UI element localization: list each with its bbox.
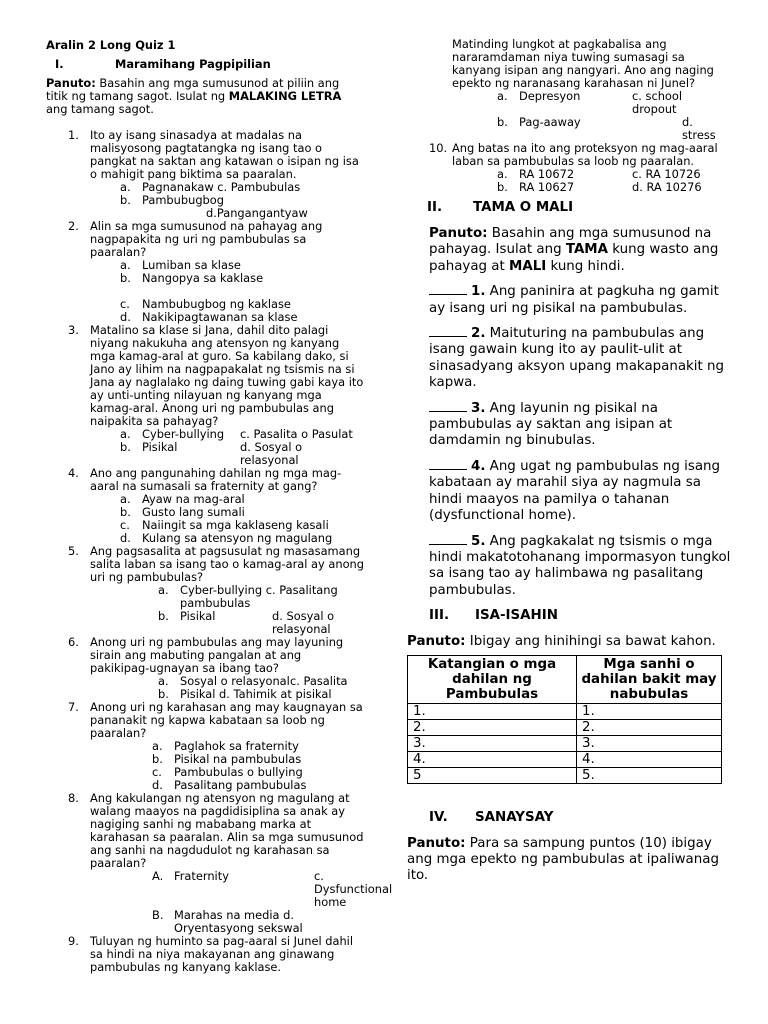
panuto-label: Panuto:	[46, 76, 96, 90]
question-6	[46, 636, 364, 701]
option-text: Pasalitang pambubulas	[174, 778, 307, 792]
question-text: Ito ay isang sinasadya at madalas na malisyosong pagtatangka ng isang tao o pangkat na saktan ang katawan o isipan ng isa o mahigit pang biktima sa paaralan.	[90, 128, 359, 181]
option-row	[407, 90, 737, 116]
item-number: 4.	[471, 458, 486, 474]
option-text: c. school dropout	[632, 89, 683, 116]
option-text: d. RA 10276	[632, 180, 702, 194]
table-cell[interactable]: 1.	[577, 703, 722, 719]
option	[407, 116, 632, 142]
option-letter: B.	[152, 908, 164, 922]
true-false-section	[429, 226, 737, 599]
section-title: SANAYSAY	[475, 809, 554, 825]
section-number: I.	[55, 57, 64, 71]
question-10	[407, 142, 737, 168]
question-1	[46, 129, 364, 220]
table-row	[408, 735, 722, 751]
item-number: 3.	[471, 400, 486, 416]
question-text: Tuluyan ng huminto sa pag-aaral si Junel dahil sa hindi na niya makayanan ang ginawang pambubulas ng kanyang kaklase.	[90, 934, 354, 974]
item-number: 5.	[471, 533, 486, 549]
question-text: Matinding lungkot at pagkabalisa ang nararamdaman niya tuwing sumasagi sa kanyang isipan ang nangyari. Ano ang naging epekto ng naranasang karahasan ni Junel?	[452, 37, 714, 90]
option-text: Pisikal	[142, 440, 178, 454]
option-text: Cyber-bullying	[142, 427, 225, 441]
option-text: Cyber-bullying c. Pasalitang pambubulas	[180, 583, 338, 610]
question-text: Matalino sa klase si Jana, dahil dito palagi niyang nakukuha ang atensyon ng kanyang mga kamag-aral at guro. Sa kabilang dako, si Jano ay lihim na nagpapakalat ng tsismis na si Jana ay naglalako ng daing tuwing gabi kaya ito ay unti-unting nilayuan ng kanyang mga kamag-aral. Anong uri ng pambubulas ang naipakita sa pahayag?	[90, 323, 364, 428]
question-9	[46, 935, 364, 974]
section-title: TAMA O MALI	[473, 200, 574, 215]
section-title: ISA-ISAHIN	[475, 608, 558, 624]
question-number: 9.	[68, 934, 79, 948]
option-letter: b.	[497, 180, 508, 194]
item-number: 2.	[471, 326, 486, 342]
question-number: 10.	[429, 141, 448, 155]
option-text: c. Pasalita	[290, 674, 348, 688]
isa-isahin-section	[407, 634, 737, 783]
option-text: d. Sosyal o relasyonal	[240, 440, 303, 467]
table-cell[interactable]: 2.	[408, 719, 577, 735]
option	[90, 870, 314, 909]
option-letter: a.	[120, 427, 131, 441]
option-text: Pambubugbog	[142, 193, 224, 207]
instructions	[46, 77, 364, 116]
option	[90, 441, 240, 467]
question-number: 2.	[68, 219, 79, 233]
tf-item-2	[429, 326, 737, 392]
option-text: Nakikipagtawanan sa klase	[142, 310, 298, 324]
answer-table	[407, 655, 722, 784]
table-header: Mga sanhi o dahilan bakit may nabubulas	[577, 655, 722, 703]
option-letter: a.	[497, 167, 508, 181]
option-text: Pisikal d. Tahimik at pisikal	[180, 687, 332, 701]
question-number: 1.	[68, 128, 79, 142]
instructions-text: kung wasto ang pahayag at	[429, 242, 719, 274]
option-row	[407, 181, 737, 194]
panuto-label: Panuto:	[429, 226, 488, 241]
option-letter: b.	[120, 193, 131, 207]
section-number: IV.	[429, 809, 448, 825]
option-text: RA 10627	[519, 180, 575, 194]
section-4-heading	[429, 810, 737, 826]
instructions-text-end: ang tamang sagot.	[46, 102, 154, 116]
option-letter: a.	[120, 180, 131, 194]
item-number: 1.	[471, 284, 486, 300]
option-row	[90, 441, 364, 467]
option-text: d.Pangangantyaw	[206, 206, 308, 220]
option	[90, 272, 364, 285]
section-2-heading	[427, 200, 737, 216]
left-column	[46, 38, 393, 974]
answer-blank[interactable]	[429, 401, 467, 412]
instructions	[407, 634, 737, 650]
option-text: d. stress	[682, 115, 716, 142]
table-row	[408, 719, 722, 735]
question-text: Ang pagsasalita at pagsusulat ng masasamang salita laban sa isang tao o kamag-aral ay anong uri ng pambubulas?	[90, 544, 364, 584]
table-cell[interactable]: 5.	[577, 767, 722, 783]
question-9-continued	[407, 38, 737, 194]
option-text: Pag-aaway	[519, 115, 581, 129]
option-letter: b.	[120, 440, 131, 454]
item-text: Maituturing na pambubulas ang isang gawain kung ito ay paulit-ulit at sinasadyang aksyon upang makapanakit ng kapwa.	[429, 326, 725, 391]
item-text: Ang layunin ng pisikal na pambubulas ay saktan ang isipan at damdamin ng binubulas.	[429, 400, 673, 449]
question-text: Ang kakulangan ng atensyon ng magulang at walang maayos na pagdidisiplina sa anak ay nagiging sanhi ng mababang marka at karahasan sa paaralan. Alin sa mga sumusunod ang sanhi na nagdudulot ng karahasan sa paaralan?	[90, 791, 364, 870]
option-text: Paglahok sa fraternity	[174, 739, 299, 753]
option-letter: b.	[152, 752, 163, 766]
option	[90, 194, 364, 207]
tf-item-4	[429, 459, 737, 525]
option-text: Gusto lang sumali	[142, 505, 245, 519]
option-text: Marahas na media d. Oryentasyong sekswal	[174, 908, 303, 935]
option-text: c. Dysfunctional home	[314, 869, 393, 909]
table-cell[interactable]: 4.	[408, 751, 577, 767]
option-text: Nambubugbog ng kaklase	[142, 297, 291, 311]
option-text: Pisikal na pambubulas	[174, 752, 302, 766]
question-text: Ang batas na ito ang proteksyon ng mag-aaral laban sa pambubulas sa loob ng paaralan.	[452, 141, 718, 168]
table-cell[interactable]: 3.	[577, 735, 722, 751]
option	[90, 181, 364, 194]
option	[90, 909, 364, 935]
option-text: Pisikal	[180, 609, 216, 623]
question-number: 6.	[68, 635, 79, 649]
instructions	[429, 226, 737, 275]
question-8	[46, 791, 393, 935]
question-number: 8.	[68, 791, 79, 805]
option-row	[407, 116, 737, 142]
section-title: Maramihang Pagpipilian	[115, 57, 271, 71]
option-text: c. Pasalita o Pasulat	[240, 427, 353, 441]
option-text: Nangopya sa kaklase	[142, 271, 264, 285]
option	[90, 610, 272, 636]
section-1-heading	[55, 58, 364, 71]
question-text: Ano ang pangunahing dahilan ng mga mag-aaral na sumasali sa fraternity at gang?	[90, 466, 342, 493]
item-text: Ang ugat ng pambubulas ng isang kabataan ay marahil siya ay nagmula sa hindi maayos na pamilya o tahanan (dysfunctional home).	[429, 458, 721, 524]
question-text: Alin sa mga sumusunod na pahayag ang nagpapakita ng uri ng pambubulas sa paaralan?	[90, 219, 323, 259]
option-letter: a.	[158, 583, 169, 597]
sanaysay-section	[407, 836, 737, 885]
table-header: Katangian o mga dahilan ng Pambubulas	[408, 655, 577, 703]
option	[407, 90, 632, 116]
option-letter: a.	[158, 674, 169, 688]
option-row	[90, 428, 364, 441]
item-text: Ang paninira at pagkuha ng gamit ay isang uri ng pisikal na pambubulas.	[429, 284, 719, 316]
tf-item-3	[429, 401, 737, 450]
option-text: Kulang sa atensyon ng magulang	[142, 531, 333, 545]
instructions-text: Para sa sampung puntos (10) ibigay ang mga epekto ng pambubulas at ipaliwanag ito.	[407, 835, 719, 884]
option-text: d. Sosyal o relasyonal	[272, 609, 335, 636]
instructions-text: Basahin ang mga sumusunod at piliin ang titik ng tamang sagot. Isulat ng	[46, 76, 340, 103]
table-cell[interactable]: 5	[408, 767, 577, 783]
option-row	[90, 610, 364, 636]
instructions-text: Basahin ang mga sumusunod na pahayag. Isulat ang	[429, 226, 712, 258]
answer-blank[interactable]	[429, 284, 467, 295]
option-letter: b.	[158, 609, 169, 623]
table-cell[interactable]: 3.	[408, 735, 577, 751]
question-7	[46, 701, 364, 792]
option-text: Naiingit sa mga kaklaseng kasali	[142, 518, 329, 532]
option-letter: a.	[497, 89, 508, 103]
option-text: Pambubulas o bullying	[174, 765, 303, 779]
tf-item-5	[429, 534, 737, 600]
question-number: 5.	[68, 544, 79, 558]
option-letter: c.	[152, 765, 162, 779]
option	[407, 181, 632, 194]
option-letter: d.	[152, 778, 163, 792]
option-letter: b.	[497, 115, 508, 129]
panuto-label: Panuto:	[407, 835, 466, 851]
section-3-heading	[429, 608, 737, 624]
option-text: Depresyon	[519, 89, 581, 103]
option-letter: d.	[120, 310, 131, 324]
option-letter: d.	[120, 531, 131, 545]
option-text: c. RA 10726	[632, 167, 701, 181]
quiz-title: Aralin 2 Long Quiz 1	[46, 38, 176, 52]
panuto-label: Panuto:	[407, 634, 466, 650]
instructions	[407, 836, 737, 885]
option-letter: a.	[152, 739, 163, 753]
question-number: 3.	[68, 323, 79, 337]
option-letter: c.	[120, 297, 130, 311]
table-cell[interactable]: 1.	[408, 703, 577, 719]
instructions-bold: MALI	[509, 258, 547, 274]
option-text: Pagnanakaw c. Pambubulas	[142, 180, 301, 194]
question-list	[46, 128, 393, 974]
option-text: RA 10672	[519, 167, 575, 181]
table-row	[408, 767, 722, 783]
answer-blank[interactable]	[429, 534, 467, 545]
question-text: Anong uri ng pambubulas ang may layuning sirain ang mabuting pangalan at ang pakikipag-ugnayan sa ibang tao?	[90, 635, 344, 675]
option-letter: b.	[120, 505, 131, 519]
table-row	[408, 703, 722, 719]
instructions-text: kung hindi.	[546, 258, 625, 274]
question-number: 7.	[68, 700, 79, 714]
option-text: Fraternity	[174, 869, 229, 883]
section-number: II.	[427, 200, 443, 215]
question-text: Anong uri ng karahasan ang may kaugnayan sa pananakit ng kapwa kabataan sa loob ng paaralan?	[90, 700, 363, 740]
option-letter: A.	[152, 869, 164, 883]
option-letter: b.	[120, 271, 131, 285]
item-text: Ang pagkakalat ng tsismis o mga hindi makatotohanang impormasyon tungkol sa isang tao ay halimbawa ng pasalitang pambubulas.	[429, 533, 731, 598]
question-number: 4.	[68, 466, 79, 480]
question-4	[46, 467, 364, 545]
answer-blank[interactable]	[429, 459, 467, 470]
right-column	[407, 38, 737, 885]
instructions-text: Ibigay ang hinihingi sa bawat kahon.	[465, 634, 716, 650]
answer-blank[interactable]	[429, 326, 467, 337]
tf-item-1	[429, 284, 737, 317]
option-letter: c.	[120, 518, 130, 532]
option	[90, 584, 364, 610]
option-letter: b.	[158, 687, 169, 701]
option-row	[90, 869, 393, 909]
question-5	[46, 545, 364, 636]
option-text: Lumiban sa klase	[142, 258, 241, 272]
option-text: Ayaw na mag-aral	[142, 492, 245, 506]
option-letter: a.	[120, 492, 131, 506]
instructions-bold: MALAKING LETRA	[228, 89, 342, 103]
table-row	[408, 751, 722, 767]
instructions-bold: TAMA	[565, 242, 608, 258]
question-3	[46, 324, 364, 467]
question-2	[46, 220, 364, 324]
section-number: III.	[429, 608, 450, 624]
table-cell[interactable]: 2.	[577, 719, 722, 735]
option-text: Sosyal o relasyonal	[180, 674, 290, 688]
table-cell[interactable]: 4.	[577, 751, 722, 767]
option-letter: a.	[120, 258, 131, 272]
